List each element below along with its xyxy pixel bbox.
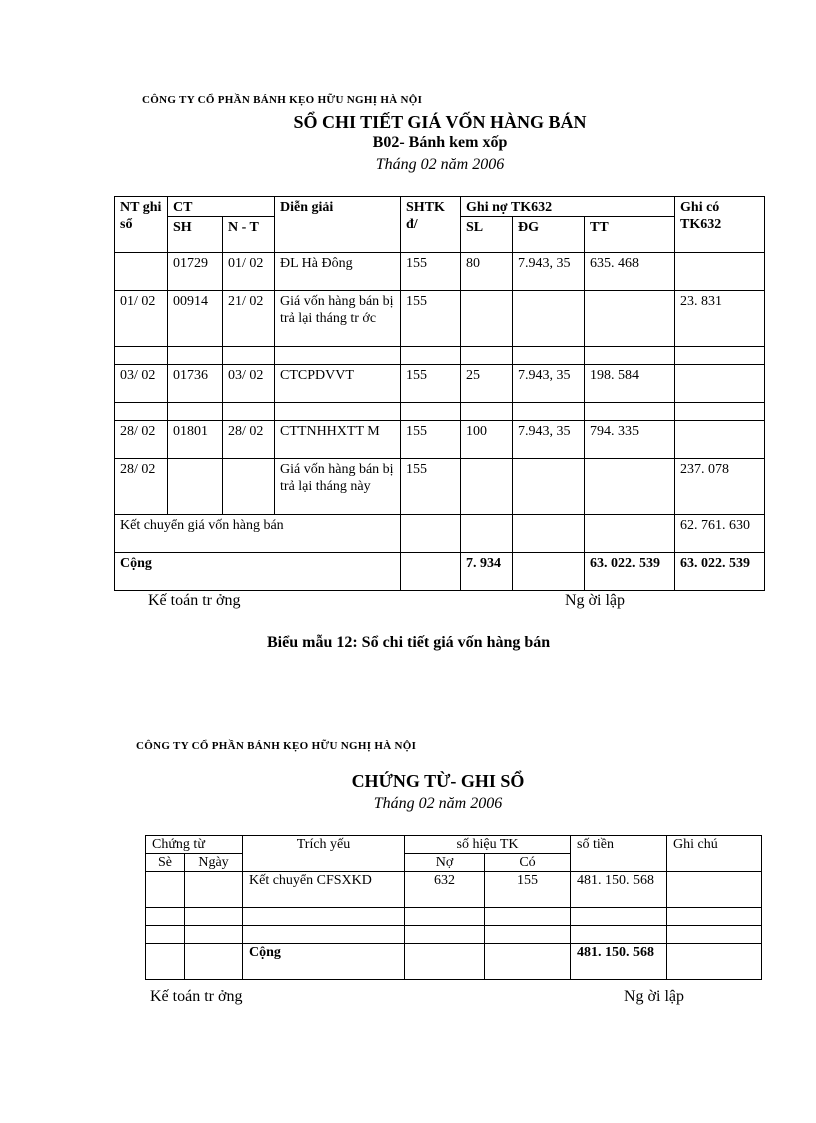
cell-ngay: 01/ 02 (223, 253, 275, 291)
empty-row (115, 403, 765, 421)
cell-dien-giai: ĐL Hà Đông (275, 253, 401, 291)
cell-nt: 28/ 02 (115, 421, 168, 459)
voucher-title: CHỨNG TỪ- GHI SỔ (351, 771, 525, 791)
total-sl: 7. 934 (461, 553, 513, 591)
header-no: Nợ (405, 854, 485, 872)
table-row (115, 459, 765, 515)
cell-dg (513, 291, 585, 347)
cell-sl: 80 (461, 253, 513, 291)
period-label: Tháng 02 năm 2006 (375, 156, 505, 173)
header-nt: NT ghi sổ (115, 197, 168, 253)
empty-row (115, 347, 765, 365)
header-ghi-no: Ghi nợ TK632 (461, 197, 675, 217)
cell-co: 155 (485, 872, 571, 908)
cell-sl (461, 459, 513, 515)
cell-ngay (223, 459, 275, 515)
header-ghi-co: Ghi có TK632 (675, 197, 765, 253)
header-co: Có (485, 854, 571, 872)
header-trich-yeu: Trích yếu (243, 836, 405, 872)
cell-tt (585, 459, 675, 515)
cell-nt: 03/ 02 (115, 365, 168, 403)
page-subtitle: B02- Bánh kem xốp (372, 134, 508, 151)
cell-dg: 7.943, 35 (513, 421, 585, 459)
header-so-tien: số tiền (571, 836, 667, 872)
cell-sl: 25 (461, 365, 513, 403)
page-title: SỔ CHI TIẾT GIÁ VỐN HÀNG BÁN (293, 112, 587, 132)
cell-tt: 794. 335 (585, 421, 675, 459)
cell-ngay: 28/ 02 (223, 421, 275, 459)
header-ct: CT (168, 197, 275, 217)
cell-shtk: 155 (401, 291, 461, 347)
cell-dien-giai: CTCPDVVT (275, 365, 401, 403)
cell-shtk: 155 (401, 421, 461, 459)
cell-tt: 635. 468 (585, 253, 675, 291)
cell-tt: 198. 584 (585, 365, 675, 403)
cell-dien-giai: Giá vốn hàng bán bị trả lại tháng tr ớc (275, 291, 401, 347)
table-row (115, 421, 765, 459)
total-label: Cộng (115, 553, 401, 591)
cell-co (675, 421, 765, 459)
total-label: Cộng (243, 944, 405, 980)
cell-co (675, 253, 765, 291)
cell-dien-giai: CTTNHHXTT M (275, 421, 401, 459)
cell-so-tien: 481. 150. 568 (571, 872, 667, 908)
carry-forward-label: Kết chuyển giá vốn hàng bán (115, 515, 401, 553)
cell-sl: 100 (461, 421, 513, 459)
cell-co (675, 365, 765, 403)
empty-row (146, 926, 762, 944)
header-ngay: N - T (223, 217, 275, 253)
carry-forward-co: 62. 761. 630 (675, 515, 765, 553)
cell-shtk: 155 (401, 459, 461, 515)
total-so-tien: 481. 150. 568 (571, 944, 667, 980)
cell-nt: 28/ 02 (115, 459, 168, 515)
signature-preparer-2: Ng ời lập (624, 988, 685, 1005)
header-tt: TT (585, 217, 675, 253)
total-row (146, 944, 762, 980)
cell-sl (461, 291, 513, 347)
cell-shtk: 155 (401, 253, 461, 291)
company-name: CÔNG TY CỔ PHẦN BÁNH KẸO HỮU NGHỊ HÀ NỘI (142, 94, 423, 106)
cell-nt (115, 253, 168, 291)
cell-co: 237. 078 (675, 459, 765, 515)
ledger-table (114, 196, 765, 591)
cell-nt: 01/ 02 (115, 291, 168, 347)
header-ngay: Ngày (185, 854, 243, 872)
table-row (115, 253, 765, 291)
cell-shtk: 155 (401, 365, 461, 403)
cell-sh: 01729 (168, 253, 223, 291)
header-so-hieu-tk: số hiệu TK (405, 836, 571, 854)
total-tt: 63. 022. 539 (585, 553, 675, 591)
header-shtk: SHTK đ/ (401, 197, 461, 253)
signature-preparer: Ng ời lập (565, 592, 626, 609)
cell-dg: 7.943, 35 (513, 253, 585, 291)
voucher-period: Tháng 02 năm 2006 (373, 795, 503, 812)
cell-dg (513, 459, 585, 515)
table-row (115, 291, 765, 347)
header-dien-giai: Diễn giải (275, 197, 401, 253)
cell-sh: 00914 (168, 291, 223, 347)
table-row (115, 365, 765, 403)
header-ghi-chu: Ghi chú (667, 836, 762, 872)
header-sh: SH (168, 217, 223, 253)
cell-trich-yeu: Kết chuyển CFSXKD (243, 872, 405, 908)
header-so: Sè (146, 854, 185, 872)
cell-no: 632 (405, 872, 485, 908)
cell-sh (168, 459, 223, 515)
signature-chief-accountant: Kế toán tr ởng (148, 592, 241, 609)
cell-ngay: 21/ 02 (223, 291, 275, 347)
header-chung-tu: Chứng từ (146, 836, 243, 854)
voucher-table (145, 835, 762, 980)
cell-sh: 01801 (168, 421, 223, 459)
empty-row (146, 908, 762, 926)
total-co: 63. 022. 539 (675, 553, 765, 591)
cell-dien-giai: Giá vốn hàng bán bị trả lại tháng này (275, 459, 401, 515)
cell-dg: 7.943, 35 (513, 365, 585, 403)
table-row (146, 872, 762, 908)
form-caption: Biểu mẫu 12: Sổ chi tiết giá vốn hàng bán (267, 634, 551, 651)
cell-tt (585, 291, 675, 347)
header-dg: ĐG (513, 217, 585, 253)
cell-sh: 01736 (168, 365, 223, 403)
header-sl: SL (461, 217, 513, 253)
cell-co: 23. 831 (675, 291, 765, 347)
carry-forward-row (115, 515, 765, 553)
total-row (115, 553, 765, 591)
cell-ngay: 03/ 02 (223, 365, 275, 403)
company-name-2: CÔNG TY CỔ PHẦN BÁNH KẸO HỮU NGHỊ HÀ NỘI (136, 740, 417, 752)
signature-chief-accountant-2: Kế toán tr ởng (150, 988, 243, 1005)
